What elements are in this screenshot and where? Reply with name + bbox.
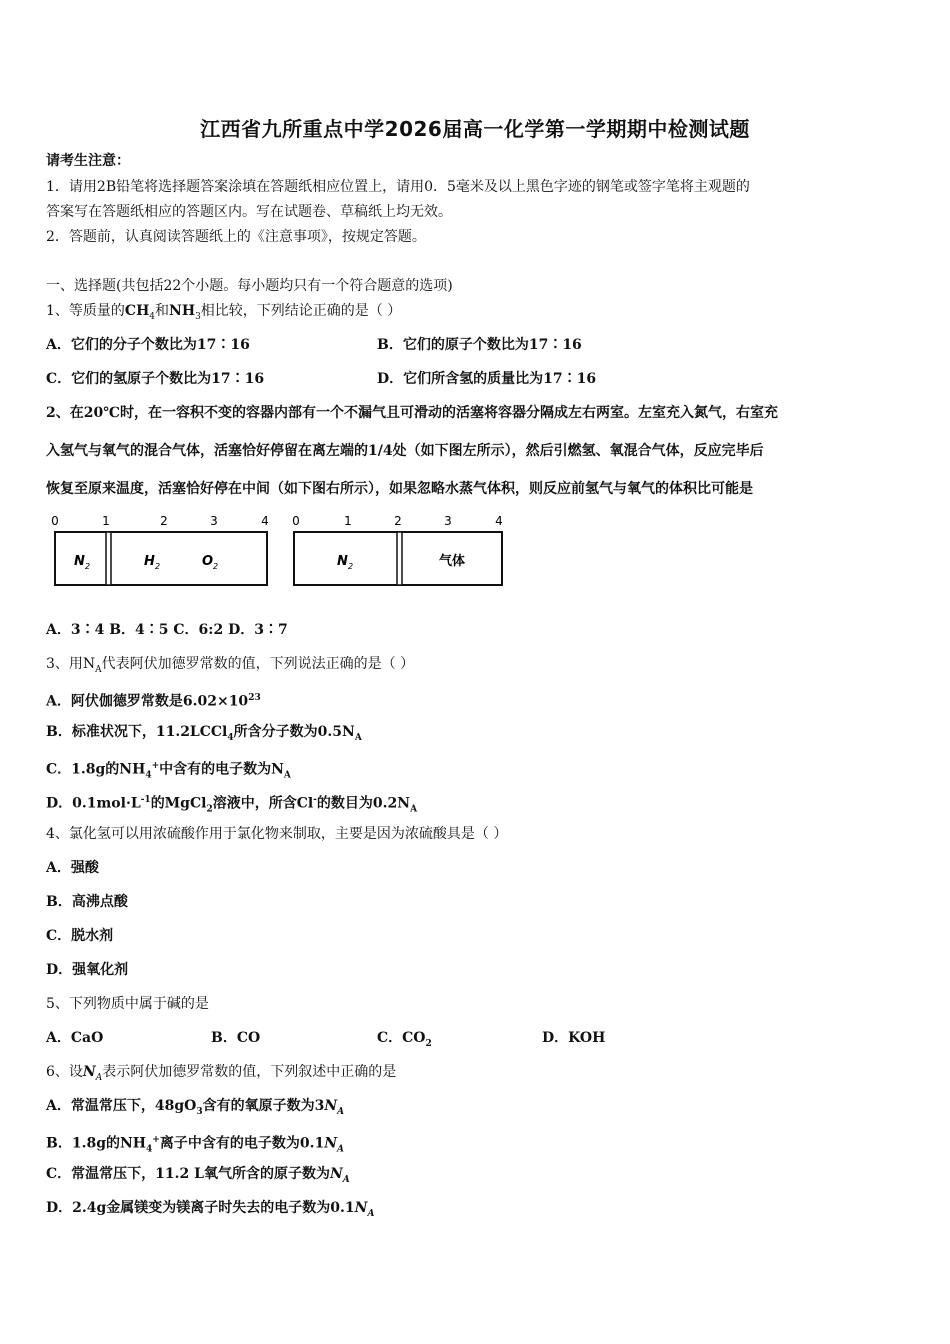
q1-option-b: B．它们的原子个数比为17∶16 [377,337,582,353]
q6-b-na: N [324,1135,337,1152]
notice-item-1-line-1: 1．请用2B铅笔将选择题答案涂填在答题纸相应位置上，请用0．5毫米及以上黑色字迹的钢笔或签字笔将主观题的 [46,179,750,195]
left-n2-label: N [74,554,85,569]
notice-item-1-line-2: 答案写在答题纸相应的答题区内。写在试题卷、草稿纸上均无效。 [46,204,452,220]
q3-stem-sub: A [95,664,102,675]
q6-a-sub: 3 [196,1106,203,1117]
q4-option-a: A．强酸 [46,860,99,876]
section-heading: 一、选择题(共包括22个小题。每小题均只有一个符合题意的选项) [46,278,453,294]
notice-item-2: 2．答题前，认真阅读答题纸上的《注意事项》，按规定答题。 [46,229,426,245]
piston-diagram [44,510,514,595]
q2-options: A．3∶4 B．4∶5 C．6:2 D．3∶7 [46,622,288,638]
q4-option-c: C．脱水剂 [46,928,114,944]
q6-b-na-sub: A [336,1144,344,1155]
right-n2-sub: 2 [348,562,354,571]
q1-option-a: A．它们的分子个数比为17∶16 [46,337,250,353]
q3-b-sub: 4 [227,732,234,743]
q3-d-sub: 2 [206,804,213,815]
q3-d-text: D．0.1mol·L [46,795,141,812]
q1-ch4-sub: 4 [149,311,156,322]
q6-option-d [46,1199,374,1223]
q1-stem-part: 1、等质量的 [46,303,125,319]
q3-c-sub: A [283,770,291,781]
question-2-line-1: 2、在20℃时，在一容积不变的容器内部有一个不漏气且可滑动的活塞将容器分隔成左右两室。左室充入氮气，右室充 [46,405,778,421]
left-tick-3: 3 [210,514,218,528]
q6-c-na: N [329,1166,343,1182]
q6-na-sub: A [95,1072,103,1083]
q3-option-a [46,689,261,711]
q3-b-sub: A [354,732,362,743]
q3-d-text: 的数目为0.2N [316,795,411,812]
q6-d-text: D．2.4g金属镁变为镁离子时失去的电子数为0.1 [46,1200,355,1216]
q3-stem-part: 代表阿伏加德罗常数的值，下列说法正确的是（ ） [101,656,415,672]
question-3-stem [46,655,414,679]
q3-d-sup: - [313,795,317,805]
q3-d-sub: A [410,804,418,815]
q6-b-text: B．1.8g的NH [46,1135,147,1152]
left-container [55,532,267,585]
q1-stem-part: 和 [155,303,170,319]
q6-c-text: C．常温常压下，11.2 L氧气所含的原子数为 [46,1166,330,1182]
q6-d-na-sub: A [367,1208,375,1219]
q6-na: N [82,1064,96,1080]
q6-a-na: N [324,1098,338,1114]
page-title: 江西省九所重点中学2026届高一化学第一学期期中检测试题 [200,117,750,141]
q3-stem-part: 3、用N [46,656,96,672]
right-tick-4: 4 [495,514,503,528]
q1-option-d: D．它们所含氢的质量比为17∶16 [377,371,597,387]
q1-option-c: C．它们的氢原子个数比为17∶16 [46,371,265,387]
q4-option-d: D．强氧化剂 [46,962,129,978]
q6-b-sup: + [152,1135,160,1145]
q3-c-text: C．1.8g的NH [46,761,146,778]
q6-d-na: N [354,1200,368,1216]
question-2-line-3: 恢复至原来温度，活塞恰好停在中间（如下图右所示），如果忽略水蒸气体积，则反应前氢气与氧气的体积比可能是 [46,481,753,497]
right-n2-label: N [337,554,348,569]
right-gas-label: 气体 [438,554,466,569]
q5-c-text: C．CO [377,1030,426,1046]
q3-d-sup: -1 [140,795,151,805]
q3-c-text: 中含有的电子数为N [159,761,284,778]
left-tick-2: 2 [160,514,168,528]
q6-c-na-sub: A [342,1174,350,1185]
left-n2-sub: 2 [85,562,91,571]
q6-a-text: A．常温常压下，48gO [46,1098,197,1114]
q6-b-sub: 4 [146,1144,153,1155]
q6-option-b [46,1131,344,1158]
question-5-stem: 5、下列物质中属于碱的是 [46,996,209,1012]
right-tick-2: 2 [394,514,402,528]
q3-option-c [46,757,291,784]
question-6-stem [46,1063,396,1087]
question-4-stem: 4、氯化氢可以用浓硫酸作用于氯化物来制取，主要是因为浓硫酸具是（ ） [46,826,508,842]
q1-stem-part: 相比较，下列结论正确的是（ ） [200,303,402,319]
left-tick-4: 4 [261,514,269,528]
q1-nh3-sub: 3 [195,311,201,322]
question-2-line-2: 入氢气与氧气的混合气体，活塞恰好停留在离左端的1/4处（如下图左所示），然后引燃氢、氧混合气体，反应完毕后 [46,443,764,459]
right-tick-0: 0 [292,514,300,528]
question-1-stem [46,302,401,326]
q5-option-b: B．CO [211,1030,261,1046]
right-tick-1: 1 [344,514,352,528]
left-o2-sub: 2 [213,562,219,571]
q5-c-sub: 2 [425,1038,432,1049]
q6-a-text: 含有的氧原子数为3 [202,1098,325,1114]
notice-heading: 请考生注意： [46,153,130,169]
q6-option-c [46,1165,350,1189]
q4-option-b: B．高沸点酸 [46,894,128,910]
right-tick-3: 3 [444,514,452,528]
q1-ch4: CH [124,303,150,319]
q3-b-text: B．标准状况下，11.2LCCl [46,724,228,740]
q3-a-text: A．阿伏伽德罗常数是6.02×10 [46,693,249,710]
q3-option-d [46,791,417,818]
left-h2-label: H [144,554,155,569]
q3-c-sub: 4 [145,770,152,781]
left-tick-1: 1 [102,514,110,528]
q3-c-sup: + [151,761,160,771]
right-piston [397,532,402,585]
left-o2-label: O [202,554,214,569]
q5-option-d: D．KOH [542,1030,606,1046]
q6-option-a [46,1097,344,1121]
left-tick-0: 0 [51,514,59,528]
q1-nh3: NH [169,303,196,319]
q3-d-text: 的MgCl [150,795,207,812]
q3-a-sup: 23 [248,693,261,703]
q6-stem-part: 6、设 [46,1064,83,1080]
q5-option-a: A．CaO [46,1030,104,1046]
q3-option-b [46,723,362,747]
q6-a-na-sub: A [337,1106,345,1117]
q6-stem-part: 表示阿伏加德罗常数的值，下列叙述中正确的是 [102,1064,397,1080]
q5-option-c [377,1029,432,1053]
q3-d-text: 溶液中，所含Cl [212,795,314,812]
q6-b-text: 离子中含有的电子数为0.1 [159,1135,325,1152]
left-h2-sub: 2 [155,562,161,571]
left-piston [106,532,111,585]
q3-b-text: 所含分子数为0.5N [233,724,355,740]
